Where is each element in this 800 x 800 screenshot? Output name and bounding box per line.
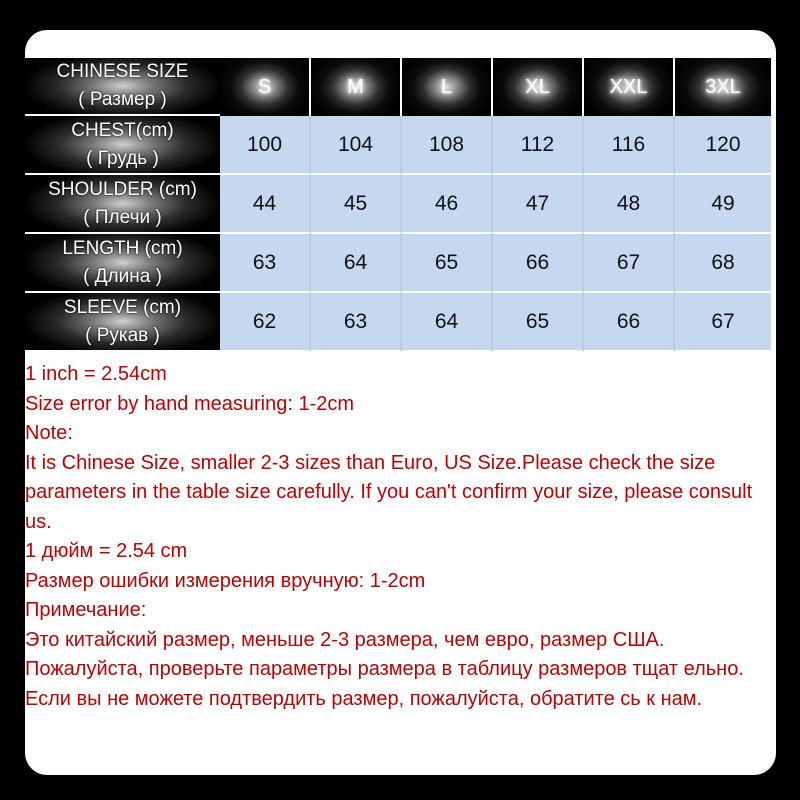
size-notes xyxy=(25,360,776,714)
table-row-shoulder xyxy=(25,175,771,234)
table-cell: 64 xyxy=(402,293,493,352)
table-cell: 116 xyxy=(584,116,675,175)
table-cell: 63 xyxy=(220,234,311,293)
row-label-en: LENGTH (cm) xyxy=(62,237,183,259)
row-label xyxy=(25,116,220,175)
table-cell: 66 xyxy=(584,293,675,352)
table-cell: 100 xyxy=(220,116,311,175)
row-label-ru: ( Длина ) xyxy=(83,265,162,287)
row-label xyxy=(25,175,220,234)
size-header-label xyxy=(25,58,220,116)
row-label-en: SLEEVE (cm) xyxy=(63,296,182,318)
table-cell: 112 xyxy=(493,116,584,175)
note-line: 1 дюйм = 2.54 cm xyxy=(25,540,188,562)
size-col-header: L xyxy=(402,58,493,116)
size-col-header: XXL xyxy=(584,58,675,116)
table-row-sleeve xyxy=(25,293,771,352)
table-cell: 65 xyxy=(402,234,493,293)
note-line: Size error by hand measuring: 1-2cm xyxy=(25,392,355,415)
table-cell: 63 xyxy=(311,293,402,352)
note-line: Примечание: xyxy=(25,599,147,621)
table-row-length xyxy=(25,234,771,293)
table-cell: 49 xyxy=(675,175,771,234)
size-col-header: 3XL xyxy=(675,58,771,116)
size-header-label-ru: ( Размер ) xyxy=(78,89,167,110)
row-label-en: CHEST(cm) xyxy=(71,119,174,141)
size-table xyxy=(25,58,771,352)
size-col-header: XL xyxy=(493,58,584,116)
size-chart-card xyxy=(25,30,776,775)
row-label-en: SHOULDER (cm) xyxy=(48,178,197,200)
row-label xyxy=(25,234,220,293)
table-cell: 44 xyxy=(220,175,311,234)
table-cell: 47 xyxy=(493,175,584,234)
row-label-ru: ( Грудь ) xyxy=(86,147,159,169)
row-label xyxy=(25,293,220,352)
table-row-chest xyxy=(25,116,771,175)
table-cell: 108 xyxy=(402,116,493,175)
table-cell: 46 xyxy=(402,175,493,234)
table-cell: 68 xyxy=(675,234,771,293)
size-col-header: S xyxy=(220,58,311,116)
table-cell: 67 xyxy=(675,293,771,352)
note-line: It is Chinese Size, smaller 2-3 sizes than Euro, US Size.Please check the size parameters in the table size carefully. If you can't confirm your size, please consult us. xyxy=(25,451,753,533)
size-col-header: M xyxy=(311,58,402,116)
size-header-label-en: CHINESE SIZE xyxy=(56,61,189,82)
row-label-ru: ( Рукав ) xyxy=(85,324,160,346)
note-line: Это китайский размер, меньше 2-3 размера, чем евро, размер США. Пожалуйста, проверьте параметры размера в таблицу размеров тщат ельно. Если вы не можете подтвердить размер, пожалуйста, обратите сь к нам. xyxy=(25,628,744,710)
note-line: 1 inch = 2.54cm xyxy=(25,363,167,385)
table-cell: 120 xyxy=(675,116,771,175)
note-line: Размер ошибки измерения вручную: 1-2cm xyxy=(25,569,426,592)
table-cell: 48 xyxy=(584,175,675,234)
table-cell: 64 xyxy=(311,234,402,293)
table-cell: 66 xyxy=(493,234,584,293)
table-cell: 62 xyxy=(220,293,311,352)
table-cell: 65 xyxy=(493,293,584,352)
note-line: Note: xyxy=(25,422,73,444)
row-label-ru: ( Плечи ) xyxy=(83,206,162,228)
table-cell: 104 xyxy=(311,116,402,175)
table-cell: 67 xyxy=(584,234,675,293)
table-cell: 45 xyxy=(311,175,402,234)
size-header-row xyxy=(25,58,771,116)
